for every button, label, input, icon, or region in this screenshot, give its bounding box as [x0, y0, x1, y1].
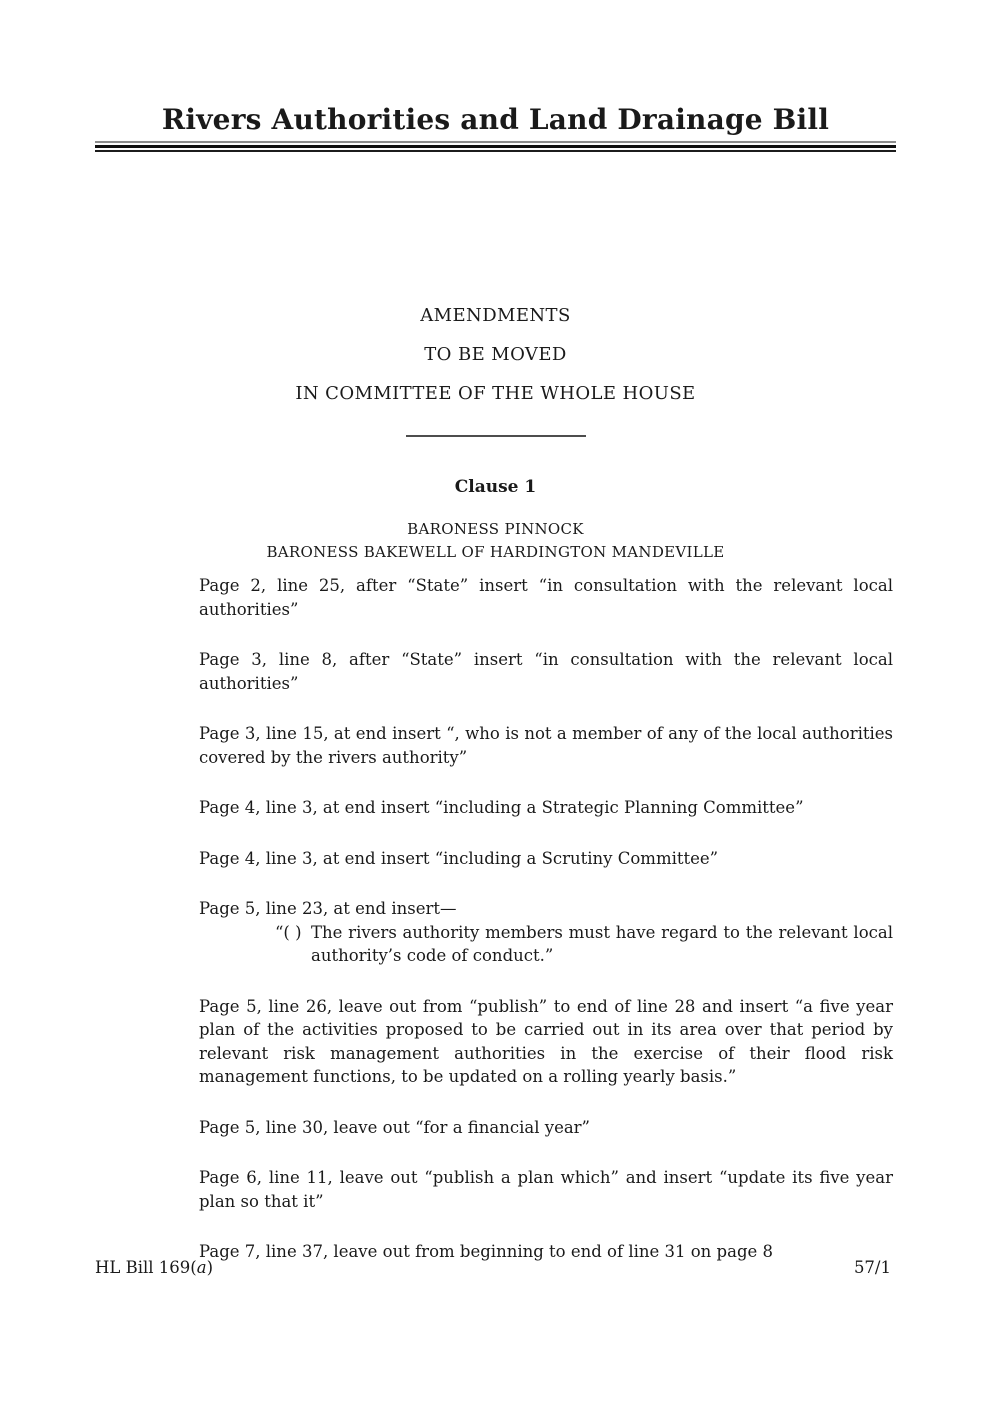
bill-reference-series: a [196, 1258, 207, 1277]
title-rule [95, 141, 896, 152]
bill-reference-prefix: HL Bill 169( [95, 1258, 197, 1277]
amendment-item: Page 6, line 11, leave out “publish a plan which” and insert “update its five year plan so that it” [199, 1168, 893, 1211]
committee-heading: IN COMMITTEE OF THE WHOLE HOUSE [295, 383, 696, 404]
sponsor-name: BARONESS BAKEWELL OF HARDINGTON MANDEVILLE [266, 543, 725, 561]
preamble [0, 304, 991, 406]
amendment-text: Page 5, line 23, at end insert— [199, 899, 457, 918]
page-reference: 57/1 [853, 1258, 891, 1277]
subsection-text: The rivers authority members must have regard to the relevant local authority’s code of conduct.” [311, 922, 893, 965]
clause-heading: Clause 1 [454, 477, 537, 497]
amendment-item: Page 3, line 8, after “State” insert “in consultation with the relevant local authorities” [199, 650, 893, 693]
amendment-item: Page 3, line 15, at end insert “, who is not a member of any of the local authorities covered by the rivers authority” [199, 724, 893, 767]
amendment-item: Page 5, line 30, leave out “for a financial year” [199, 1117, 590, 1137]
sponsor-names [0, 518, 991, 564]
amendment-subsection [275, 921, 893, 968]
amendment-item: Page 7, line 37, leave out from beginning to end of line 31 on page 8 [199, 1242, 774, 1261]
bill-reference [95, 1256, 213, 1279]
page-footer [95, 1256, 891, 1279]
bill-title: Rivers Authorities and Land Drainage Bill [161, 103, 830, 136]
amendment-item [199, 897, 893, 968]
amendments-list [199, 574, 893, 1264]
subsection-marker: “( ) [275, 922, 302, 942]
amendments-heading: AMENDMENTS [420, 305, 571, 326]
amendment-item: Page 2, line 25, after “State” insert “in consultation with the relevant local authorities” [199, 576, 893, 619]
amendment-item: Page 4, line 3, at end insert “including a Strategic Planning Committee” [199, 798, 804, 817]
section-divider [406, 435, 586, 437]
rule-line-gray [95, 141, 896, 143]
amendment-item: Page 5, line 26, leave out from “publish” to end of line 28 and insert “a five year plan of the activities proposed to be carried out in its area over that period by relevant risk management authorities in the exercise of their flood risk management functions, to be updated on a rolling yearly basis.” [199, 996, 893, 1086]
sponsor-name: BARONESS PINNOCK [407, 520, 584, 538]
amendment-item: Page 4, line 3, at end insert “including a Scrutiny Committee” [199, 848, 719, 868]
to-be-moved-heading: TO BE MOVED [424, 344, 567, 365]
rule-line-thin [95, 150, 896, 152]
bill-reference-suffix: ) [206, 1258, 214, 1277]
rule-line-thick [95, 145, 896, 148]
